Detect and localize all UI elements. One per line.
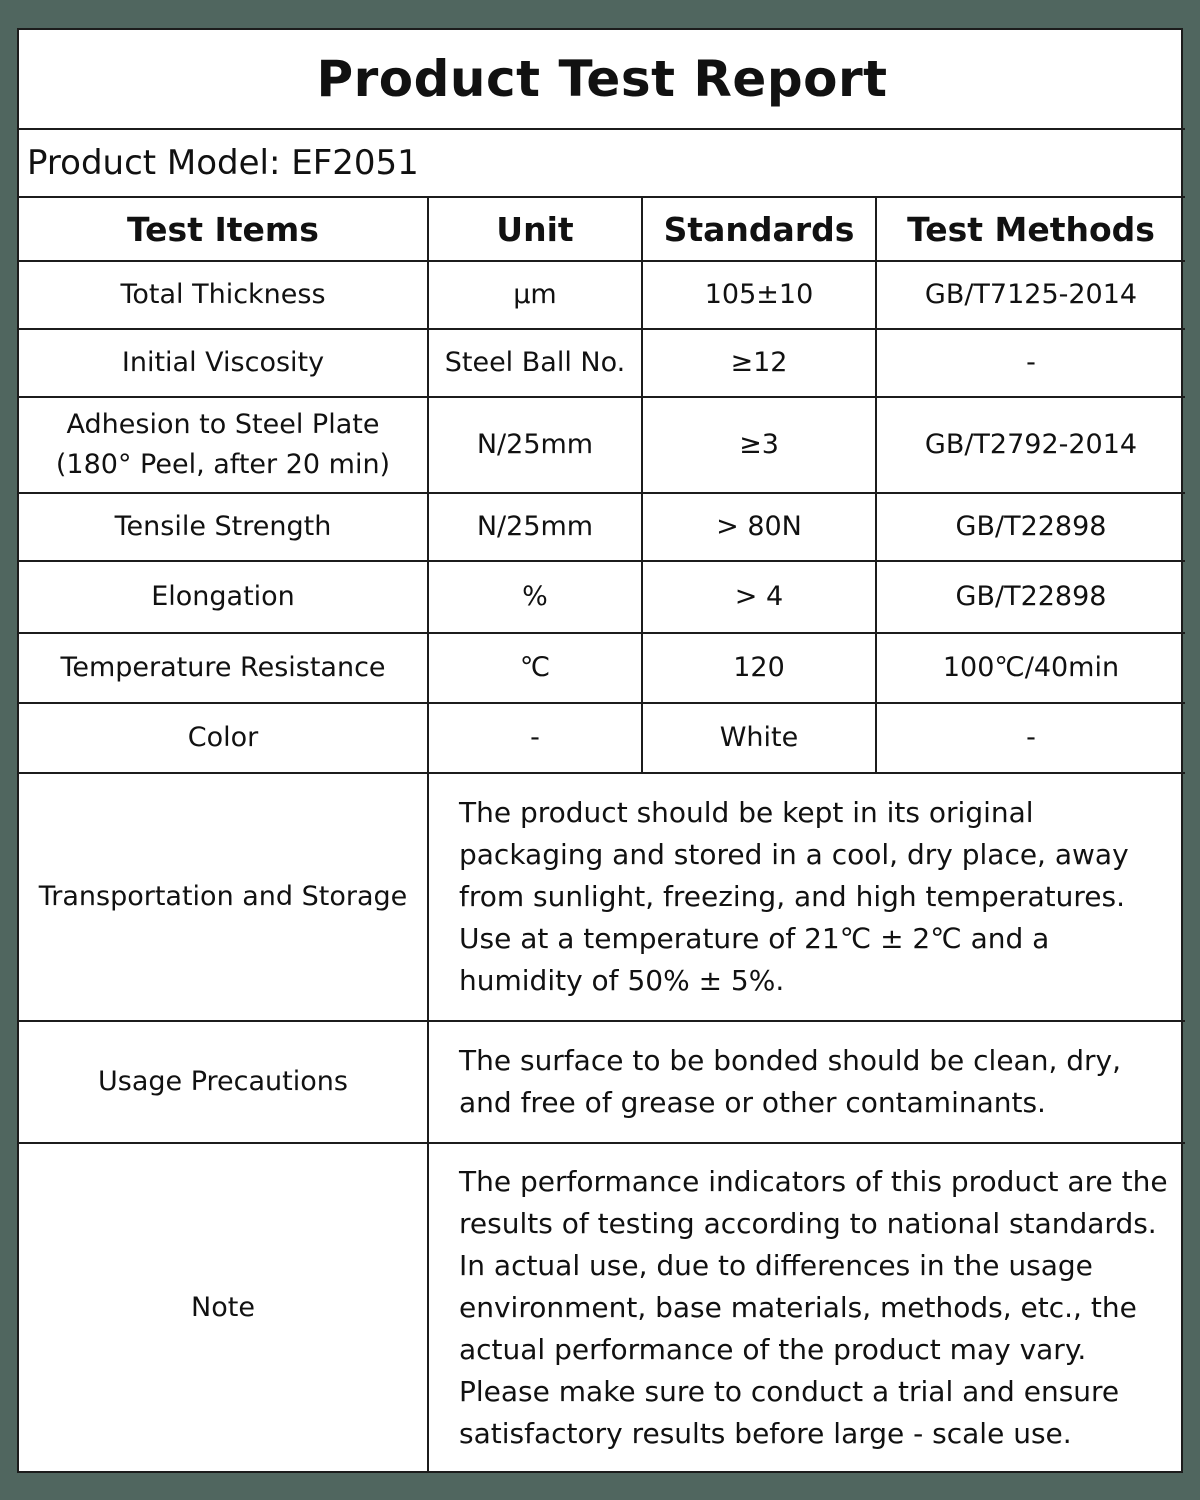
table-row [19,261,1185,329]
cell-test-item: Elongation [19,561,428,633]
cell-test-item: Temperature Resistance [19,633,428,703]
cell-unit: N/25mm [428,397,642,493]
note-text-storage: The product should be kept in its original packaging and stored in a cool, dry place, away from sunlight, freezing, and high temperatures. Use at a temperature of 21℃ ± 2℃ and a humidity of 50% ± 5%. [428,773,1185,1021]
cell-test-method: GB/T22898 [876,493,1185,561]
cell-unit: µm [428,261,642,329]
cell-standard: ≥12 [642,329,876,397]
cell-unit: N/25mm [428,493,642,561]
note-row-precautions [19,1021,1185,1143]
cell-test-item [19,397,428,493]
note-label-general: Note [19,1143,428,1471]
table-row [19,633,1185,703]
cell-unit: Steel Ball No. [428,329,642,397]
table-row [19,493,1185,561]
report-title: Product Test Report [19,30,1185,129]
cell-test-item: Initial Viscosity [19,329,428,397]
header-standards: Standards [642,197,876,261]
cell-test-method: GB/T22898 [876,561,1185,633]
cell-standard: White [642,703,876,773]
note-text-general: The performance indicators of this product are the results of testing according to national standards. In actual use, due to differences in the usage environment, base materials, methods, etc., the actual performance of the product may vary. Please make sure to conduct a trial and ensure satisfactory results before large - scale use. [428,1143,1185,1471]
cell-test-item-line1: Adhesion to Steel Plate [66,409,380,440]
note-label-storage: Transportation and Storage [19,773,428,1021]
cell-unit: ℃ [428,633,642,703]
cell-standard: 105±10 [642,261,876,329]
report-sheet [17,28,1183,1473]
cell-standard: > 4 [642,561,876,633]
product-model: Product Model: EF2051 [19,129,1185,197]
table-row [19,703,1185,773]
cell-standard: ≥3 [642,397,876,493]
cell-unit: % [428,561,642,633]
note-label-precautions: Usage Precautions [19,1021,428,1143]
cell-standard: 120 [642,633,876,703]
note-row-general [19,1143,1185,1471]
note-text-precautions: The surface to be bonded should be clean, dry, and free of grease or other contaminants. [428,1021,1185,1143]
header-test-items: Test Items [19,197,428,261]
note-row-storage [19,773,1185,1021]
cell-unit: - [428,703,642,773]
table-row [19,561,1185,633]
cell-test-item-line2: (180° Peel, after 20 min) [55,449,391,480]
cell-test-method: 100℃/40min [876,633,1185,703]
table-row [19,329,1185,397]
header-test-methods: Test Methods [876,197,1185,261]
cell-test-item: Tensile Strength [19,493,428,561]
cell-test-method: GB/T7125-2014 [876,261,1185,329]
test-report-table [19,30,1185,1471]
table-row [19,397,1185,493]
cell-test-item: Color [19,703,428,773]
cell-test-method: - [876,329,1185,397]
cell-test-method: - [876,703,1185,773]
cell-test-item: Total Thickness [19,261,428,329]
cell-standard: > 80N [642,493,876,561]
cell-test-method: GB/T2792-2014 [876,397,1185,493]
header-unit: Unit [428,197,642,261]
